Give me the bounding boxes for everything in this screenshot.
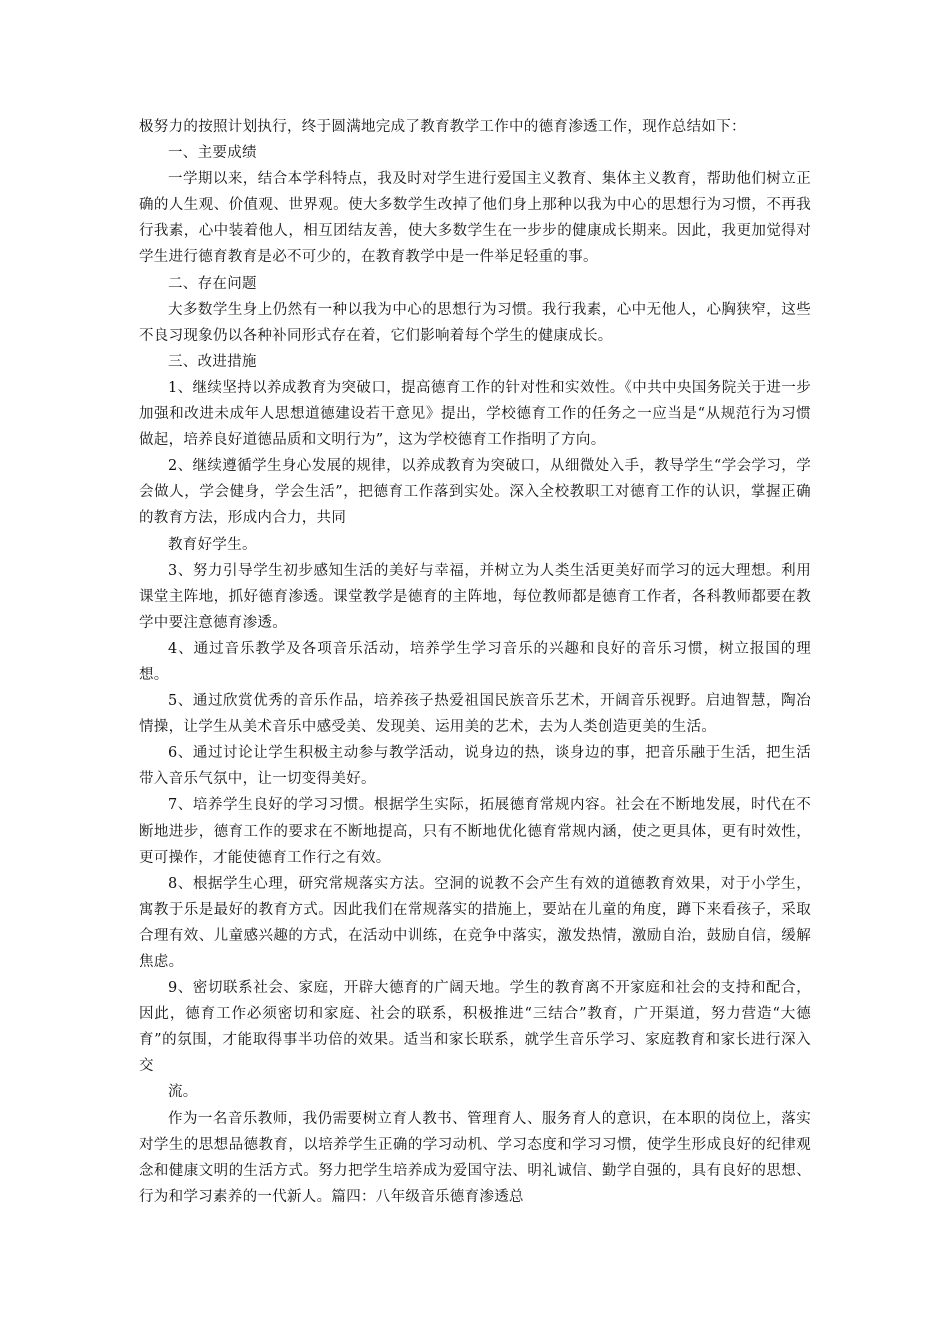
- body-paragraph: 作为一名音乐教师，我仍需要树立育人教书、管理育人、服务育人的意识，在本职的岗位上，落实对学生的思想品德教育，以培养学生正确的学习动机、学习态度和学习习惯，使学生形成良好的纪律观念和健康文明的生活方式。努力把学生培养成为爱国守法、明礼诚信、勤学自强的，具有良好的思想、行为和学习素养的一代新人。篇四：八年级音乐德育渗透总: [139, 1110, 811, 1205]
- section-heading: 二、存在问题: [168, 275, 257, 292]
- body-paragraph: 4、通过音乐教学及各项音乐活动，培养学生学习音乐的兴趣和良好的音乐习惯，树立报国的理想。: [139, 640, 811, 683]
- body-paragraph: 9、密切联系社会、家庭，开辟大德育的广阔天地。学生的教育离不开家庭和社会的支持和配合，因此，德育工作必须密切和家庭、社会的联系，积极推进“三结合”教育，广开渠道，努力营造“大德育”的氛围，才能取得事半功倍的效果。适当和家长联系，就学生音乐学习、家庭教育和家长进行深入交: [139, 980, 811, 1075]
- document-page: [139, 114, 811, 1210]
- body-paragraph: 7、培养学生良好的学习习惯。根据学生实际，拓展德育常规内容。社会在不断地发展，时代在不断地进步，德育工作的要求在不断地提高，只有不断地优化德育常规内涵，使之更具体，更有时效性，更可操作，才能使德育工作行之有效。: [139, 797, 811, 866]
- body-paragraph: 2、继续遵循学生身心发展的规律，以养成教育为突破口，从细微处入手，教导学生“学会学习，学会做人，学会健身，学会生活”，把德育工作落到实处。深入全校教职工对德育工作的认识，掌握正确的教育方法，形成内合力，共同: [139, 458, 811, 527]
- section-heading: 流。: [168, 1084, 198, 1101]
- section-heading: 三、改进措施: [168, 353, 257, 370]
- body-paragraph: 6、通过讨论让学生积极主动参与教学活动，说身边的热，谈身边的事，把音乐融于生活，把生活带入音乐气氛中，让一切变得美好。: [139, 745, 811, 788]
- body-paragraph: 5、通过欣赏优秀的音乐作品，培养孩子热爱祖国民族音乐艺术，开阔音乐视野。启迪智慧，陶冶情操，让学生从美术音乐中感受美、发现美、运用美的艺术，去为人类创造更美的生活。: [139, 693, 811, 736]
- body-paragraph: 一学期以来，结合本学科特点，我及时对学生进行爱国主义教育、集体主义教育，帮助他们树立正确的人生观、价值观、世界观。使大多数学生改掉了他们身上那种以我为中心的思想行为习惯，不再我行我素，心中装着他人，相互团结友善，使大多数学生在一步步的健康成长期来。因此，我更加觉得对学生进行德育教育是必不可少的，在教育教学中是一件举足轻重的事。: [139, 171, 811, 266]
- body-paragraph: 大多数学生身上仍然有一种以我为中心的思想行为习惯。我行我素，心中无他人，心胸狭窄，这些不良习现象仍以各种补同形式存在着，它们影响着每个学生的健康成长。: [139, 301, 811, 344]
- body-paragraph: 8、根据学生心理，研究常规落实方法。空洞的说教不会产生有效的道德教育效果，对于小学生，寓教于乐是最好的教育方式。因此我们在常规落实的措施上，要站在儿童的角度，蹲下来看孩子，采取合理有效、儿童感兴趣的方式，在活动中训练，在竞争中落实，激发热情，激励自治，鼓励自信，缓解焦虑。: [139, 875, 811, 970]
- body-paragraph: 3、努力引导学生初步感知生活的美好与幸福，并树立为人类生活更美好而学习的远大理想。利用课堂主阵地，抓好德育渗透。课堂教学是德育的主阵地，每位教师都是德育工作者，各科教师都要在教学中要注意德育渗透。: [139, 562, 811, 631]
- section-heading: 一、主要成绩: [168, 145, 257, 162]
- section-heading: 教育好学生。: [168, 536, 257, 553]
- body-paragraph: 极努力的按照计划执行，终于圆满地完成了教育教学工作中的德育渗透工作，现作总结如下：: [139, 119, 746, 135]
- body-paragraph: 1、继续坚持以养成教育为突破口，提高德育工作的针对性和实效性。《中共中央国务院关于进一步加强和改进未成年人思想道德建设若干意见》提出，学校德育工作的任务之一应当是“从规范行为习惯做起，培养良好道德品质和文明行为”，这为学校德育工作指明了方向。: [139, 379, 811, 449]
